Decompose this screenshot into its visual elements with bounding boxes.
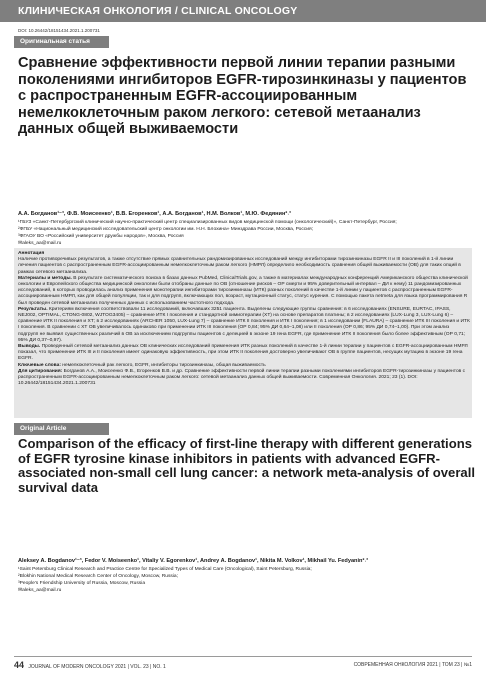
affiliation-en-3: ³People's Friendship University of Russia, Moscow, Russia <box>18 581 146 586</box>
affiliation-ru-1: ¹ГБУЗ «Санкт-Петербургский клинический научно-практический центр специализированных видов медицинской помощи (онкологический)», Санкт-Петербург, Россия; <box>18 220 397 225</box>
abstract-results: Результаты. Критериям включения соответствовали 11 исследований, включавших 3251 пациента. Выделены следующие группы сравнения: в 6 исследованиях (ENSURE, EURTAC, IPASS, NEJ002, OPTIMAL, CTONG-0802, WJTOG3405) – сравнение ИТК I поколения и стандартной химиотерапии (ХТ) на основе препаратов платины; в 2 исследованиях (LUX-Lung 3, LUX-Lung 6) – сравнение ИТК II поколения и ХТ; в 2 исследованиях (ARCHER 1050, LUX-Lung 7) – сравнение ИТК II поколения и ИТК I поколения; в 1 исследовании (FLAURA) – сравнение ИТК III поколения и ИТК I поколения. В сравнении с ХТ ОВ увеличивалось одинаково при применении ИТК III поколения (ОР 0,84; 95% ДИ 0,64–1,08) или II поколения (ОР 0,86; 95% ДИ 0,74–1,00). При этом анализ подгрупп не выявил существенных различий в ОВ за исключением подгруппы пациентов с делецией в экзоне 19 гена EGFR, где применение ИТК II поколения было более эффективным (ОР 0,71; 95% ДИ 0,37–0,97). <box>18 306 470 343</box>
footer-journal-en: JOURNAL OF MODERN ONCOLOGY 2021 | VOL. 23 | NO. 1 <box>28 664 166 670</box>
keywords: Ключевые слова: немелкоклеточный рак легкого, EGFR, ингибиторы тирозинкиназы, общая выживаемость <box>18 362 266 368</box>
affiliation-en-1: ¹Saint Petersburg Clinical Research and Practice Centre for Specialized Types of Medical Care (Oncological), Saint Petersburg, Russia; <box>18 567 312 572</box>
email-en[interactable]: ✉aleks_aa@mail.ru <box>18 588 62 593</box>
section-label-en: Original Article <box>14 423 109 435</box>
doi: DOI: 10.26442/18151434.2021.1.200731 <box>18 28 100 33</box>
authors-en: Aleksey A. Bogdanov¹⁻³, Fedor V. Moiseenko¹, Vitaliy V. Egorenkov¹, Andrey A. Bogdanov¹, Nikita M. Volkov¹, Mikhail Yu. Fedyanin²˒³ <box>18 558 369 564</box>
abstract-heading: Аннотация <box>18 251 45 256</box>
abstract-methods: Материалы и методы. В результате систематического поиска в базах данных PubMed, ClinicalTrials.gov, а также в материалах международных конференций Американского общества клинической онкологии и Европейского общества медицинской онкологии были отобраны данные по ОВ (отношение рисков – ОР смерти и 95% доверительный интервал – ДИ к нему) 11 рандомизированных исследований, в которых проводилась анализ применения монотерапии ингибиторами тирозинкиназы (ИТК) разных поколений в качестве 1-й линии у пациентов с распространенным EGFR-ассоциированным НМРЛ, как для общей популяции, так и для подгрупп, включающих пол, возраст, мутационный статус, статус курения. С помощью пакета netmeta для языка программирования R был проведен сетевой метаанализ полученных данных с использованием частотного подхода. <box>18 275 468 306</box>
page-footer <box>14 659 472 671</box>
footer-journal-ru: СОВРЕМЕННАЯ ОНКОЛОГИЯ 2021 | ТОМ 23 | №1 <box>353 662 472 668</box>
page-number: 44 <box>14 660 25 670</box>
abstract-ru <box>18 251 470 387</box>
abstract-conclusions: Выводы. Проведенный сетевой метаанализ данных ОВ клинических исследований применения ИТК разных поколений в качестве 1-й линии терапии у пациентов с EGFR-ассоциированным НМРЛ показал, что применение ИТК III и II поколения имеет одинаковую эффективность, при этом ИТК II поколения достоверно увеличивают ОВ в группе пациентов, несущих мутацию в экзоне 19 гена EGFR. <box>18 344 468 362</box>
citation: Для цитирования: Богданов А.А., Моисеенко Ф.В., Егоренков В.В. и др. Сравнение эффективности первой линии терапии разными поколениями ингибиторов EGFR-тирозинкиназы у пациентов с распространенным EGFR-ассоциированным немелкоклеточным раком легкого: сетевой метаанализ данных общей выживаемости. Современная Онкология. 2021; 23 (1). DOI: 10.26442/18151434.2021.1.200731 <box>18 368 466 387</box>
affiliation-ru-2: ²ФГБУ «Национальный медицинский исследовательский центр онкологии им. Н.Н. Блохина» Минздрава России, Москва, Россия; <box>18 227 313 232</box>
affiliation-ru-3: ³ФГАОУ ВО «Российский университет дружбы народов», Москва, Россия <box>18 234 184 239</box>
authors-ru: А.А. Богданов¹⁻³, Ф.В. Моисеенко¹, В.В. Егоренков¹, А.А. Богданов¹, Н.М. Волков¹, М.Ю. Федянин²˒³ <box>18 211 291 217</box>
affiliations-en <box>18 566 476 594</box>
affiliations-ru <box>18 219 476 247</box>
article-title-en: Comparison of the efficacy of first-line therapy with different generations of EGFR tyrosine kinase inhibitors in patients with advanced EGFR-associated non-small cell lung cancer: a network meta-analysis of overall survival data <box>18 436 475 495</box>
journal-header: КЛИНИЧЕСКАЯ ОНКОЛОГИЯ / CLINICAL ONCOLOGY <box>0 0 486 22</box>
footer-divider <box>14 656 472 657</box>
email-ru[interactable]: ✉aleks_aa@mail.ru <box>18 241 62 246</box>
section-label-ru: Оригинальная статья <box>14 36 109 48</box>
affiliation-en-2: ²Blokhin National Medical Research Center of Oncology, Moscow, Russia; <box>18 574 179 579</box>
abstract-intro: Наличие противоречивых результатов, а также отсутствие прямых сравнительных рандомизированных исследований между ингибиторами тирозинкиназы EGFR II и III поколений в 1-й линии лечения пациентов с распространенным EGFR-ассоциированным немелкоклеточным раком легкого (НМРЛ) определило необходимость сравнения общей выживаемости (ОВ) для таких опций в рамках сетевого метаанализа. <box>18 257 461 275</box>
article-title-ru: Сравнение эффективности первой линии терапии разными поколениями ингибиторов EGFR-тирозинкиназы у пациентов с распространенным EGFR-ассоциированным немелкоклеточным раком легкого: сетевой метаанализ данных общей выживаемости <box>18 55 467 138</box>
